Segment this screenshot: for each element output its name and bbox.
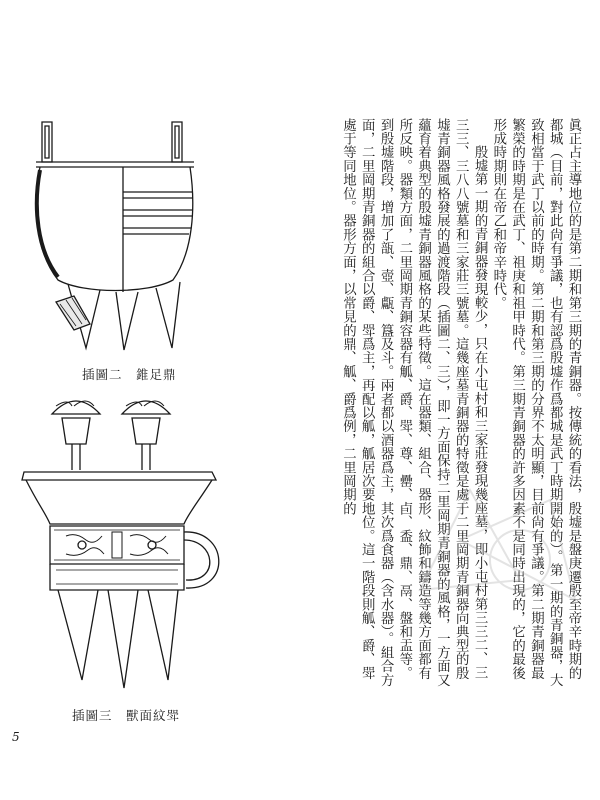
- paragraph: 殷墟第一期的青銅器發現較少，只在小屯村和三家莊發現幾座墓，即小屯村第三三二、三三三、三八八號墓和三家莊三號墓。這幾座墓青銅器的特徵是處于二里岡期青銅器向典型的殷墟青銅器風格發展的過渡階段（插圖二、三），即一方面保持二里岡期青銅器的風格，一方面又蘊育着典型的殷墟青銅器風格的某些特徵。這在器類、組合、器形、紋飾和鑄造等幾方面都有所反映。器類方面，二里岡期青銅容器有觚、爵、斝、尊、罍、卣、盉、鼎、鬲、盤和盂等。到殷墟階段，增加了瓿、壺、甗、簋及斗。兩者都以酒器爲主，其次爲食器（含水器）。組合方面，二里岡期青銅器的組合以爵、斝爲主，再配以觚，觚居次要地位。這一階段則觚、爵、斝處于等同地位。器形方面，以常見的鼎、觚、爵爲例，二里岡期的: [340, 118, 488, 687]
- figure-ding-illustration: [28, 112, 203, 352]
- page-number: 5: [12, 730, 20, 744]
- figure-3-caption: 插圖三 獸面紋斝: [72, 708, 181, 723]
- ding-tripod-icon: [28, 112, 203, 352]
- paragraph: 眞正占主導地位的是第二期和第三期的青銅器。按傳統的看法，殷墟是盤庚遷殷至帝辛時期的都城（目前，對此尙有爭議，也有認爲殷墟作爲都城是武丁時期開始的）。第一期的青銅器，大致相當于武丁以前的時期。第二期和第三期的分界不太明顯，目前尙有爭議。第二期青銅器最繁榮的時期是在武丁、祖庚和祖甲時代。第三期青銅器的許多因素不是同時出現的，它的最後形成時期則在帝乙和帝辛時代。: [490, 118, 581, 687]
- watermark-seal-icon: [400, 470, 590, 634]
- figure-jia-illustration: [16, 384, 256, 702]
- figure-2-caption: 插圖二 錐足鼎: [82, 367, 177, 382]
- jia-vessel-icon: [16, 384, 256, 702]
